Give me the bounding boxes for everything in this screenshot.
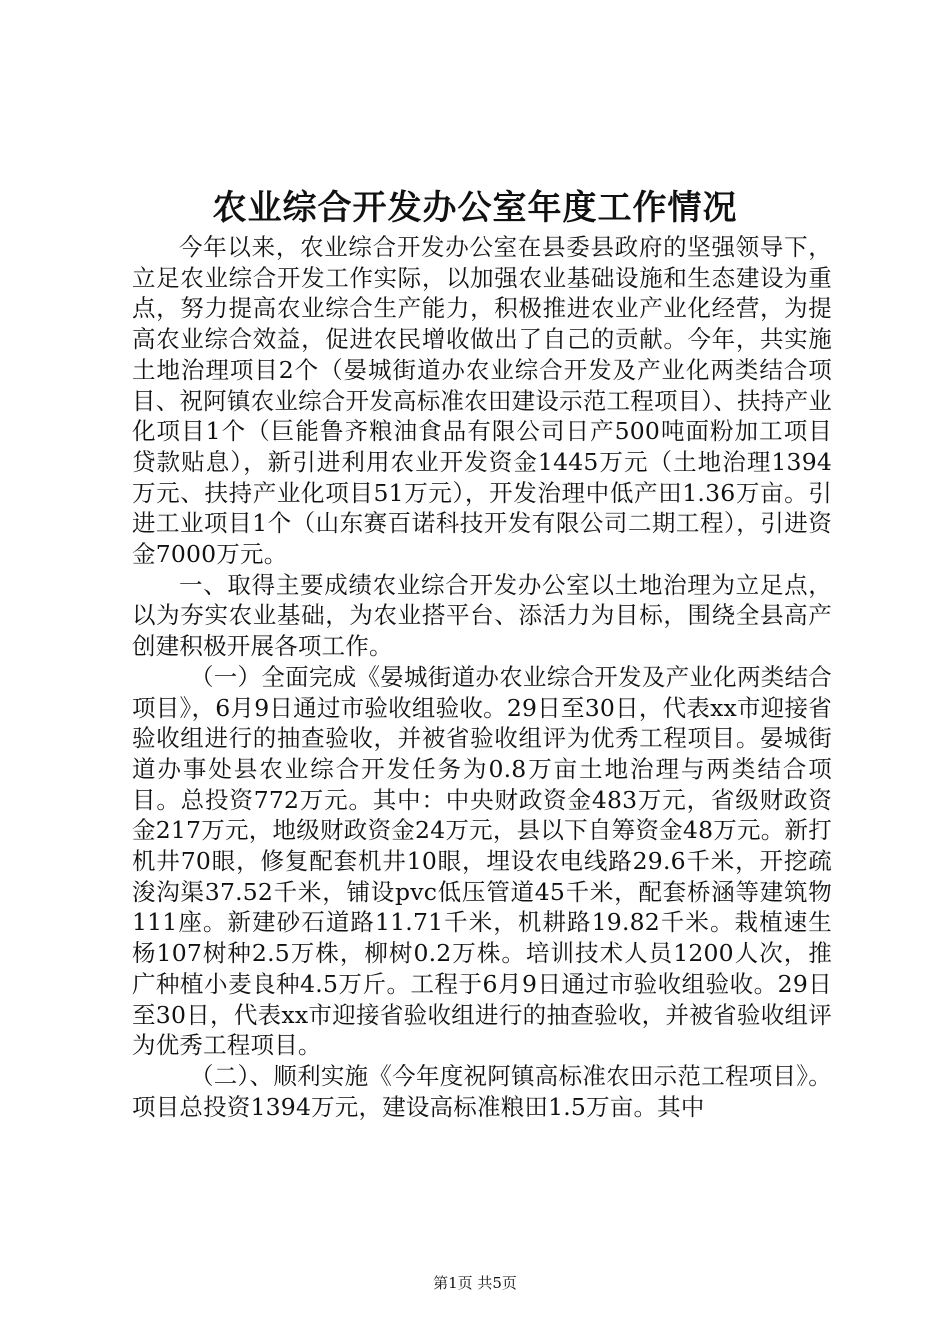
page-footer: 第1页 共5页 <box>433 1274 517 1292</box>
paragraph-intro: 今年以来，农业综合开发办公室在县委县政府的坚强领导下，立足农业综合开发工作实际，以加强农业基础设施和生态建设为重点，努力提高农业综合生产能力，积极推进农业产业化经营，为提高农业综合效益，促进农民增收做出了自己的贡献。今年，共实施土地治理项目2个（晏城街道办农业综合开发及产业化两类结合项目、祝阿镇农业综合开发高标准农田建设示范工程项目）、扶持产业化项目1个（巨能鲁齐粮油食品有限公司日产500吨面粉加工项目贷款贴息），新引进利用农业开发资金1445万元（土地治理1394万元、扶持产业化项目51万元），开发治理中低产田1.36万亩。引进工业项目1个（山东赛百诺科技开发有限公司二期工程），引进资金7000万元。 <box>132 233 832 569</box>
paragraph-item-two: （二）、顺利实施《今年度祝阿镇高标准农田示范工程项目》。项目总投资1394万元，建设高标准粮田1.5万亩。其中 <box>132 1061 832 1121</box>
document-body <box>132 232 832 1122</box>
document-title: 农业综合开发办公室年度工作情况 <box>212 188 738 228</box>
paragraph-section-one: 一、取得主要成绩农业综合开发办公室以土地治理为立足点，以为夯实农业基础，为农业搭平台、添活力为目标，围绕全县高产创建积极开展各项工作。 <box>132 570 832 661</box>
paragraph-item-one: （一）全面完成《晏城街道办农业综合开发及产业化两类结合项目》，6月9日通过市验收组验收。29日至30日，代表xx市迎接省验收组进行的抽查验收，并被省验收组评为优秀工程项目。晏城街道办事处县农业综合开发任务为0.8万亩土地治理与两类结合项目。总投资772万元。其中：中央财政资金483万元，省级财政资金217万元，地级财政资金24万元，县以下自筹资金48万元。新打机井70眼，修复配套机井10眼，埋设农电线路29.6千米，开挖疏浚沟渠37.52千米，铺设pvc低压管道45千米，配套桥涵等建筑物111座。新建砂石道路11.71千米，机耕路19.82千米。栽植速生杨107树种2.5万株，柳树0.2万株。培训技术人员1200人次，推广种植小麦良种4.5万斤。工程于6月9日通过市验收组验收。29日至30日，代表xx市迎接省验收组进行的抽查验收，并被省验收组评为优秀工程项目。 <box>132 662 832 1060</box>
